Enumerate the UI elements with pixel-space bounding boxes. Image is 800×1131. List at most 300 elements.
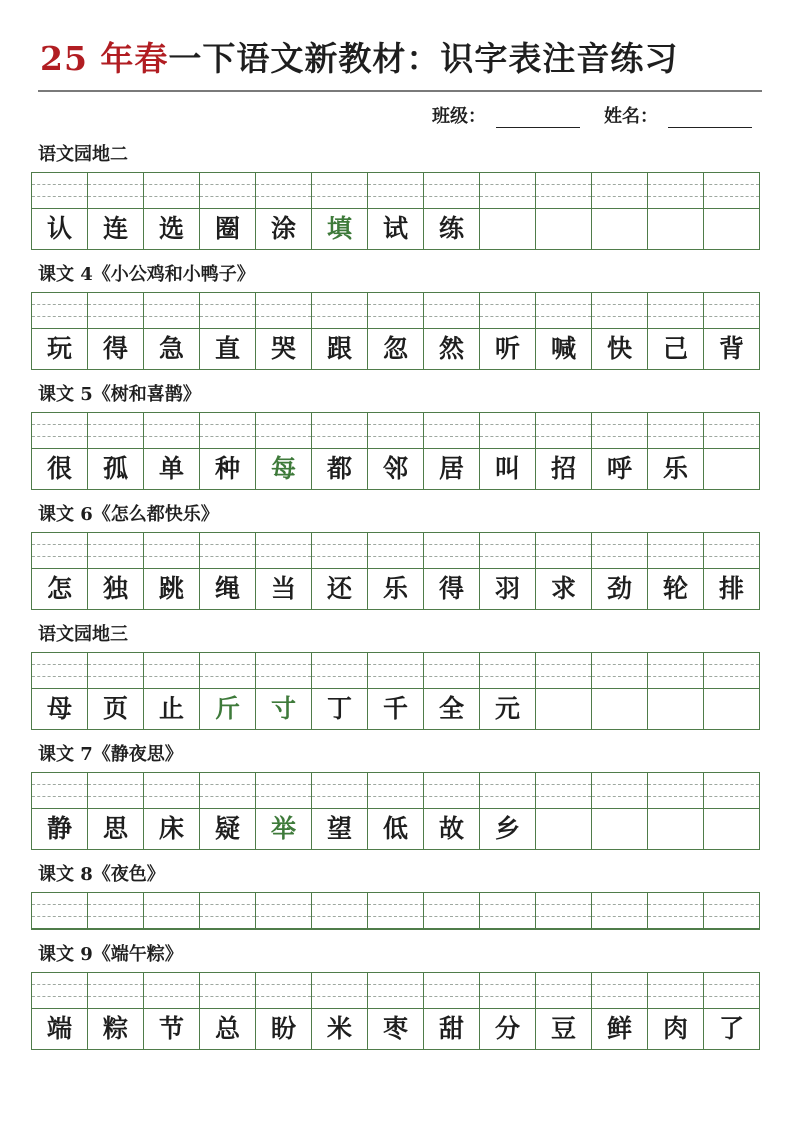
grid-cell — [87, 772, 143, 850]
grid-cell — [87, 292, 143, 370]
grid-cell — [31, 532, 87, 610]
pinyin-writing-box[interactable] — [592, 293, 647, 329]
grid-cell — [31, 292, 87, 370]
grid-cell — [591, 652, 647, 730]
hanzi-char: 练 — [438, 214, 464, 243]
hanzi-char: 端 — [46, 1014, 72, 1043]
hanzi-char: 招 — [550, 454, 576, 483]
grid-cell — [535, 172, 591, 250]
pinyin-writing-box[interactable] — [256, 653, 311, 689]
pinyin-writing-box[interactable] — [648, 173, 703, 209]
grid-cell — [647, 652, 703, 730]
hanzi-char: 呼 — [606, 454, 632, 483]
grid-cell — [703, 772, 760, 850]
pinyin-writing-box[interactable] — [200, 773, 255, 809]
grid-cell — [311, 892, 367, 930]
grid-cell — [479, 772, 535, 850]
pinyin-writing-box[interactable] — [200, 533, 255, 569]
grid-cell — [199, 772, 255, 850]
grid-cell — [367, 892, 423, 930]
grid-cell — [87, 892, 143, 930]
pinyin-writing-box[interactable] — [312, 893, 367, 929]
grid-cell — [647, 532, 703, 610]
hanzi-char: 填 — [326, 214, 352, 243]
pinyin-writing-box[interactable] — [704, 893, 759, 929]
hanzi-char: 静 — [46, 814, 72, 843]
pinyin-writing-box[interactable] — [32, 173, 87, 209]
section-title: 课文 6《怎么都快乐》 — [38, 504, 219, 525]
pinyin-grid — [31, 412, 772, 490]
hanzi-char: 豆 — [550, 1014, 576, 1043]
hanzi-char: 当 — [270, 574, 296, 603]
hanzi-char: 急 — [158, 334, 184, 363]
grid-cell — [479, 412, 535, 490]
grid-cell — [647, 972, 703, 1050]
section-5 — [28, 740, 772, 850]
hanzi-char — [648, 809, 703, 849]
grid-cell — [367, 652, 423, 730]
pinyin-writing-box[interactable] — [88, 893, 143, 929]
hanzi-char: 居 — [438, 454, 464, 483]
grid-cell — [255, 412, 311, 490]
pinyin-writing-box[interactable] — [256, 773, 311, 809]
pinyin-writing-box[interactable] — [32, 973, 87, 1009]
hanzi-char: 举 — [270, 814, 296, 843]
grid-cell — [535, 652, 591, 730]
pinyin-writing-box[interactable] — [648, 893, 703, 929]
hanzi-char: 思 — [102, 814, 128, 843]
section-7 — [28, 940, 772, 1050]
hanzi-char: 听 — [494, 334, 520, 363]
hanzi-char: 鲜 — [606, 1014, 632, 1043]
grid-cell — [143, 652, 199, 730]
grid-cell — [535, 412, 591, 490]
pinyin-writing-box[interactable] — [88, 773, 143, 809]
pinyin-writing-box[interactable] — [424, 413, 479, 449]
pinyin-writing-box[interactable] — [88, 653, 143, 689]
grid-cell — [367, 972, 423, 1050]
grid-cell — [143, 772, 199, 850]
pinyin-grid — [31, 292, 772, 370]
grid-cell — [311, 292, 367, 370]
pinyin-writing-box[interactable] — [256, 533, 311, 569]
pinyin-writing-box[interactable] — [200, 893, 255, 929]
hanzi-char: 全 — [438, 694, 464, 723]
hanzi-char: 疑 — [214, 814, 240, 843]
hanzi-char — [536, 689, 591, 729]
hanzi-char: 肉 — [662, 1014, 688, 1043]
grid-cell — [143, 892, 199, 930]
pinyin-writing-box[interactable] — [704, 773, 759, 809]
pinyin-grid — [31, 532, 772, 610]
hanzi-char: 得 — [102, 334, 128, 363]
pinyin-writing-box[interactable] — [648, 773, 703, 809]
pinyin-writing-box[interactable] — [256, 413, 311, 449]
grid-cell — [255, 772, 311, 850]
pinyin-writing-box[interactable] — [88, 173, 143, 209]
class-label: 班级： — [432, 106, 486, 127]
grid-cell — [647, 772, 703, 850]
grid-cell — [143, 972, 199, 1050]
pinyin-writing-box[interactable] — [536, 653, 591, 689]
grid-cell — [255, 892, 311, 930]
pinyin-writing-box[interactable] — [480, 413, 535, 449]
grid-cell — [647, 292, 703, 370]
section-title: 语文园地二 — [38, 144, 128, 165]
pinyin-grid — [31, 972, 772, 1050]
grid-cell — [479, 172, 535, 250]
pinyin-writing-box[interactable] — [592, 173, 647, 209]
hanzi-char: 哭 — [270, 334, 296, 363]
pinyin-writing-box[interactable] — [144, 173, 199, 209]
pinyin-writing-box[interactable] — [480, 533, 535, 569]
hanzi-char — [592, 809, 647, 849]
hanzi-char: 玩 — [46, 334, 72, 363]
pinyin-writing-box[interactable] — [200, 293, 255, 329]
pinyin-writing-box[interactable] — [256, 893, 311, 929]
hanzi-char: 邻 — [382, 454, 408, 483]
pinyin-writing-box[interactable] — [704, 653, 759, 689]
pinyin-writing-box[interactable] — [704, 293, 759, 329]
grid-cell — [143, 292, 199, 370]
grid-cell — [703, 652, 760, 730]
section-3 — [28, 500, 772, 610]
grid-cell — [143, 412, 199, 490]
grid-cell — [423, 652, 479, 730]
grid-cell — [591, 772, 647, 850]
hanzi-char: 跳 — [158, 574, 184, 603]
grid-cell — [31, 772, 87, 850]
grid-cell — [311, 972, 367, 1050]
grid-cell — [591, 292, 647, 370]
pinyin-writing-box[interactable] — [144, 533, 199, 569]
hanzi-char: 羽 — [494, 574, 520, 603]
section-4 — [28, 620, 772, 730]
hanzi-char: 然 — [438, 334, 464, 363]
pinyin-writing-box[interactable] — [368, 773, 423, 809]
pinyin-writing-box[interactable] — [424, 653, 479, 689]
pinyin-writing-box[interactable] — [32, 533, 87, 569]
class-blank[interactable] — [496, 127, 580, 128]
pinyin-writing-box[interactable] — [312, 773, 367, 809]
pinyin-writing-box[interactable] — [200, 973, 255, 1009]
hanzi-char: 寸 — [270, 694, 296, 723]
pinyin-writing-box[interactable] — [368, 653, 423, 689]
pinyin-writing-box[interactable] — [312, 973, 367, 1009]
hanzi-char: 床 — [158, 814, 184, 843]
pinyin-writing-box[interactable] — [536, 973, 591, 1009]
hanzi-char — [536, 809, 591, 849]
pinyin-writing-box[interactable] — [32, 413, 87, 449]
hanzi-char: 很 — [46, 454, 72, 483]
section-title: 课文 5《树和喜鹊》 — [38, 384, 201, 405]
hanzi-char: 直 — [214, 334, 240, 363]
pinyin-writing-box[interactable] — [256, 173, 311, 209]
student-info — [432, 102, 752, 128]
grid-cell — [591, 892, 647, 930]
hanzi-char: 背 — [718, 334, 744, 363]
pinyin-writing-box[interactable] — [424, 293, 479, 329]
hanzi-char: 轮 — [662, 574, 688, 603]
pinyin-writing-box[interactable] — [144, 653, 199, 689]
pinyin-writing-box[interactable] — [704, 973, 759, 1009]
pinyin-writing-box[interactable] — [200, 173, 255, 209]
pinyin-writing-box[interactable] — [704, 173, 759, 209]
pinyin-writing-box[interactable] — [480, 973, 535, 1009]
grid-cell — [703, 292, 760, 370]
grid-cell — [591, 412, 647, 490]
grid-cell — [479, 292, 535, 370]
hanzi-char: 快 — [606, 334, 632, 363]
grid-cell — [255, 652, 311, 730]
hanzi-char — [592, 209, 647, 249]
pinyin-writing-box[interactable] — [32, 293, 87, 329]
hanzi-char: 孤 — [102, 454, 128, 483]
grid-cell — [255, 972, 311, 1050]
hanzi-char: 跟 — [326, 334, 352, 363]
hanzi-char: 每 — [270, 454, 296, 483]
pinyin-writing-box[interactable] — [88, 413, 143, 449]
section-6 — [28, 860, 772, 930]
hanzi-char: 粽 — [102, 1014, 128, 1043]
grid-cell — [199, 172, 255, 250]
grid-cell — [535, 532, 591, 610]
hanzi-char: 排 — [718, 574, 744, 603]
pinyin-writing-box[interactable] — [424, 773, 479, 809]
pinyin-writing-box[interactable] — [648, 293, 703, 329]
pinyin-writing-box[interactable] — [648, 973, 703, 1009]
hanzi-char: 认 — [46, 214, 72, 243]
pinyin-writing-box[interactable] — [256, 293, 311, 329]
hanzi-char: 涂 — [270, 214, 296, 243]
pinyin-writing-box[interactable] — [88, 533, 143, 569]
hanzi-char: 低 — [382, 814, 408, 843]
hanzi-char: 试 — [382, 214, 408, 243]
grid-cell — [423, 532, 479, 610]
section-1 — [28, 260, 772, 370]
title-accent: 25 年春 — [40, 39, 169, 78]
grid-cell — [87, 172, 143, 250]
grid-cell — [311, 772, 367, 850]
grid-cell — [367, 172, 423, 250]
grid-cell — [367, 292, 423, 370]
pinyin-writing-box[interactable] — [592, 893, 647, 929]
hanzi-char: 斤 — [214, 694, 240, 723]
section-title: 课文 8《夜色》 — [38, 864, 165, 885]
pinyin-writing-box[interactable] — [256, 973, 311, 1009]
pinyin-writing-box[interactable] — [200, 413, 255, 449]
grid-cell — [199, 412, 255, 490]
pinyin-writing-box[interactable] — [368, 413, 423, 449]
pinyin-writing-box[interactable] — [368, 173, 423, 209]
pinyin-writing-box[interactable] — [424, 173, 479, 209]
name-blank[interactable] — [668, 127, 752, 128]
pinyin-writing-box[interactable] — [144, 413, 199, 449]
pinyin-writing-box[interactable] — [592, 973, 647, 1009]
hanzi-char: 种 — [214, 454, 240, 483]
grid-cell — [31, 652, 87, 730]
hanzi-char — [592, 689, 647, 729]
hanzi-char: 乡 — [494, 814, 520, 843]
pinyin-writing-box[interactable] — [312, 293, 367, 329]
grid-cell — [367, 532, 423, 610]
hanzi-char: 劲 — [606, 574, 632, 603]
hanzi-char: 乐 — [662, 454, 688, 483]
hanzi-char: 母 — [46, 694, 72, 723]
grid-cell — [703, 532, 760, 610]
pinyin-grid — [31, 892, 772, 930]
pinyin-writing-box[interactable] — [480, 893, 535, 929]
hanzi-char — [648, 689, 703, 729]
pinyin-writing-box[interactable] — [144, 773, 199, 809]
pinyin-writing-box[interactable] — [424, 533, 479, 569]
grid-cell — [199, 292, 255, 370]
hanzi-char — [648, 209, 703, 249]
hanzi-char: 页 — [102, 694, 128, 723]
grid-cell — [647, 892, 703, 930]
grid-cell — [703, 412, 760, 490]
pinyin-writing-box[interactable] — [704, 533, 759, 569]
hanzi-char — [704, 689, 759, 729]
hanzi-char: 千 — [382, 694, 408, 723]
pinyin-writing-box[interactable] — [368, 533, 423, 569]
grid-cell — [647, 412, 703, 490]
hanzi-char: 单 — [158, 454, 184, 483]
pinyin-writing-box[interactable] — [648, 413, 703, 449]
hanzi-char: 了 — [718, 1014, 744, 1043]
hanzi-char: 盼 — [270, 1014, 296, 1043]
pinyin-writing-box[interactable] — [536, 893, 591, 929]
grid-cell — [423, 892, 479, 930]
grid-cell — [423, 972, 479, 1050]
pinyin-writing-box[interactable] — [200, 653, 255, 689]
pinyin-writing-box[interactable] — [368, 893, 423, 929]
pinyin-writing-box[interactable] — [648, 533, 703, 569]
pinyin-writing-box[interactable] — [480, 173, 535, 209]
section-title: 课文 7《静夜思》 — [38, 744, 183, 765]
pinyin-writing-box[interactable] — [592, 773, 647, 809]
section-title: 课文 4《小公鸡和小鸭子》 — [38, 264, 255, 285]
pinyin-grid — [31, 772, 772, 850]
grid-cell — [479, 892, 535, 930]
hanzi-char: 绳 — [214, 574, 240, 603]
name-label: 姓名： — [604, 106, 658, 127]
hanzi-char: 得 — [438, 574, 464, 603]
hanzi-char: 怎 — [46, 574, 72, 603]
pinyin-writing-box[interactable] — [144, 973, 199, 1009]
pinyin-writing-box[interactable] — [312, 533, 367, 569]
pinyin-writing-box[interactable] — [312, 653, 367, 689]
hanzi-char — [704, 209, 759, 249]
pinyin-grid — [31, 172, 772, 250]
grid-cell — [703, 972, 760, 1050]
pinyin-writing-box[interactable] — [88, 973, 143, 1009]
section-0 — [28, 140, 772, 250]
pinyin-writing-box[interactable] — [480, 293, 535, 329]
hanzi-char: 总 — [214, 1014, 240, 1043]
pinyin-writing-box[interactable] — [592, 653, 647, 689]
hanzi-char: 喊 — [550, 334, 576, 363]
pinyin-writing-box[interactable] — [592, 533, 647, 569]
pinyin-writing-box[interactable] — [144, 293, 199, 329]
pinyin-writing-box[interactable] — [424, 893, 479, 929]
pinyin-writing-box[interactable] — [312, 173, 367, 209]
pinyin-writing-box[interactable] — [312, 413, 367, 449]
grid-cell — [647, 172, 703, 250]
pinyin-writing-box[interactable] — [480, 653, 535, 689]
hanzi-char: 分 — [494, 1014, 520, 1043]
pinyin-writing-box[interactable] — [536, 413, 591, 449]
pinyin-writing-box[interactable] — [32, 893, 87, 929]
hanzi-char — [704, 449, 759, 489]
hanzi-char: 叫 — [494, 454, 520, 483]
grid-cell — [703, 892, 760, 930]
grid-cell — [31, 172, 87, 250]
grid-cell — [423, 772, 479, 850]
grid-cell — [535, 892, 591, 930]
pinyin-writing-box[interactable] — [32, 653, 87, 689]
grid-cell — [255, 292, 311, 370]
title-main: 一下语文新教材：识字表注音练习 — [168, 39, 679, 78]
grid-cell — [535, 292, 591, 370]
pinyin-writing-box[interactable] — [424, 973, 479, 1009]
hanzi-char: 故 — [438, 814, 464, 843]
pinyin-writing-box[interactable] — [536, 773, 591, 809]
grid-cell — [423, 292, 479, 370]
grid-cell — [591, 972, 647, 1050]
grid-cell — [199, 892, 255, 930]
grid-cell — [367, 772, 423, 850]
pinyin-writing-box[interactable] — [88, 293, 143, 329]
pinyin-writing-box[interactable] — [704, 413, 759, 449]
hanzi-char: 节 — [158, 1014, 184, 1043]
pinyin-writing-box[interactable] — [32, 773, 87, 809]
grid-cell — [591, 532, 647, 610]
pinyin-writing-box[interactable] — [536, 173, 591, 209]
grid-cell — [31, 412, 87, 490]
hanzi-char: 圈 — [214, 214, 240, 243]
pinyin-writing-box[interactable] — [536, 533, 591, 569]
pinyin-writing-box[interactable] — [368, 973, 423, 1009]
grid-cell — [87, 652, 143, 730]
hanzi-char: 丁 — [326, 694, 352, 723]
pinyin-writing-box[interactable] — [592, 413, 647, 449]
pinyin-writing-box[interactable] — [536, 293, 591, 329]
hanzi-char: 选 — [158, 214, 184, 243]
section-title: 语文园地三 — [38, 624, 128, 645]
title-divider — [38, 90, 762, 92]
hanzi-char — [480, 209, 535, 249]
grid-cell — [535, 772, 591, 850]
section-2 — [28, 380, 772, 490]
grid-cell — [479, 972, 535, 1050]
grid-cell — [311, 652, 367, 730]
grid-cell — [143, 172, 199, 250]
pinyin-writing-box[interactable] — [368, 293, 423, 329]
pinyin-writing-box[interactable] — [480, 773, 535, 809]
practice-sections — [28, 140, 772, 1060]
pinyin-writing-box[interactable] — [144, 893, 199, 929]
hanzi-char: 忽 — [382, 334, 408, 363]
hanzi-char: 甜 — [438, 1014, 464, 1043]
hanzi-char: 望 — [326, 814, 352, 843]
grid-cell — [423, 412, 479, 490]
pinyin-writing-box[interactable] — [648, 653, 703, 689]
pinyin-grid — [31, 652, 772, 730]
hanzi-char: 止 — [158, 694, 184, 723]
grid-cell — [255, 532, 311, 610]
grid-cell — [143, 532, 199, 610]
